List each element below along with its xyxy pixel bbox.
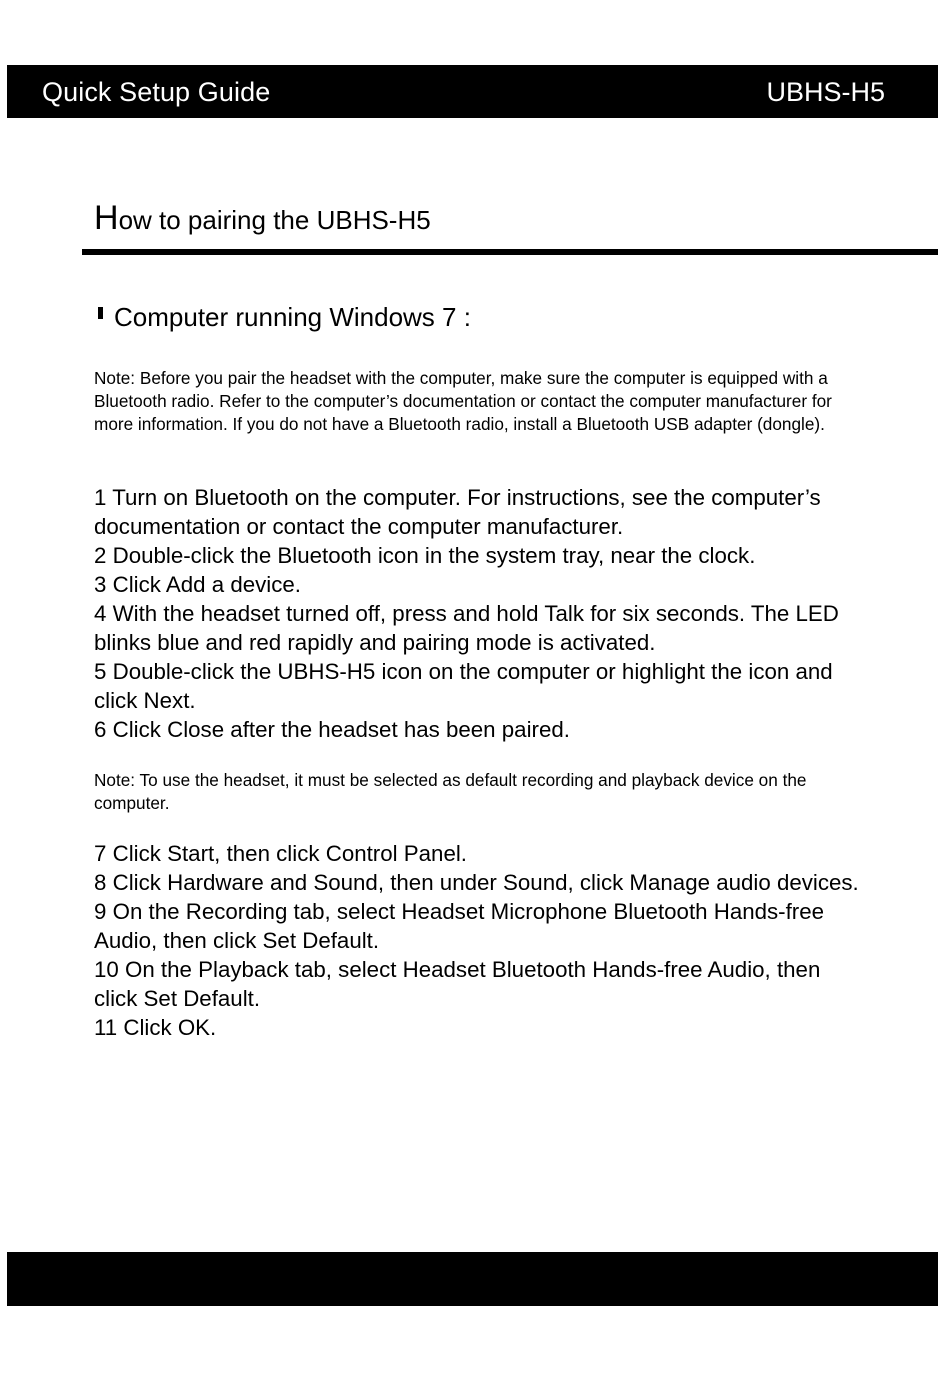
step-item: 4 With the headset turned off, press and hold Talk for six seconds. The LED blinks blue and red rapidly and pairing mode is activated. [94, 601, 839, 655]
section-heading [98, 300, 471, 334]
step-item: 7 Click Start, then click Control Panel. [94, 841, 468, 866]
step-item: 6 Click Close after the headset has been paired. [94, 717, 570, 742]
page-title [94, 198, 431, 240]
step-item: 3 Click Add a device. [94, 572, 301, 597]
steps-pairing [94, 483, 864, 744]
step-item: 9 On the Recording tab, select Headset Microphone Bluetooth Hands-free Audio, then click Set Default. [94, 899, 825, 953]
note-default-device: Note: To use the headset, it must be selected as default recording and playback device on the computer. [94, 770, 807, 813]
section-heading-text: Computer running Windows 7 : [114, 302, 471, 332]
page-title-text: ow to pairing the UBHS-H5 [118, 205, 431, 235]
step-item: 1 Turn on Bluetooth on the computer. For instructions, see the computer’s documentation or contact the computer manufacturer. [94, 485, 821, 539]
footer-bar [7, 1252, 938, 1306]
bullet-icon [98, 307, 103, 319]
step-item: 2 Double-click the Bluetooth icon in the system tray, near the clock. [94, 543, 756, 568]
header-model-name: UBHS-H5 [766, 77, 885, 107]
header-bar [7, 65, 938, 118]
step-item: 10 On the Playback tab, select Headset Bluetooth Hands-free Audio, then click Set Default. [94, 957, 821, 1011]
step-item: 11 Click OK. [94, 1015, 217, 1040]
step-item: 5 Double-click the UBHS-H5 icon on the computer or highlight the icon and click Next. [94, 659, 833, 713]
page-title-initial: H [94, 199, 119, 237]
header-guide-title: Quick Setup Guide [42, 77, 271, 107]
steps-audio-setup [94, 839, 864, 1042]
title-divider [82, 249, 938, 255]
step-item: 8 Click Hardware and Sound, then under Sound, click Manage audio devices. [94, 870, 859, 895]
note-equipment: Note: Before you pair the headset with the computer, make sure the computer is equipped with a Bluetooth radio. Refer to the computer’s documentation or contact the computer manufacturer for more information. If you do not have a Bluetooth radio, install a Bluetooth USB adapter (dongle). [94, 368, 832, 434]
